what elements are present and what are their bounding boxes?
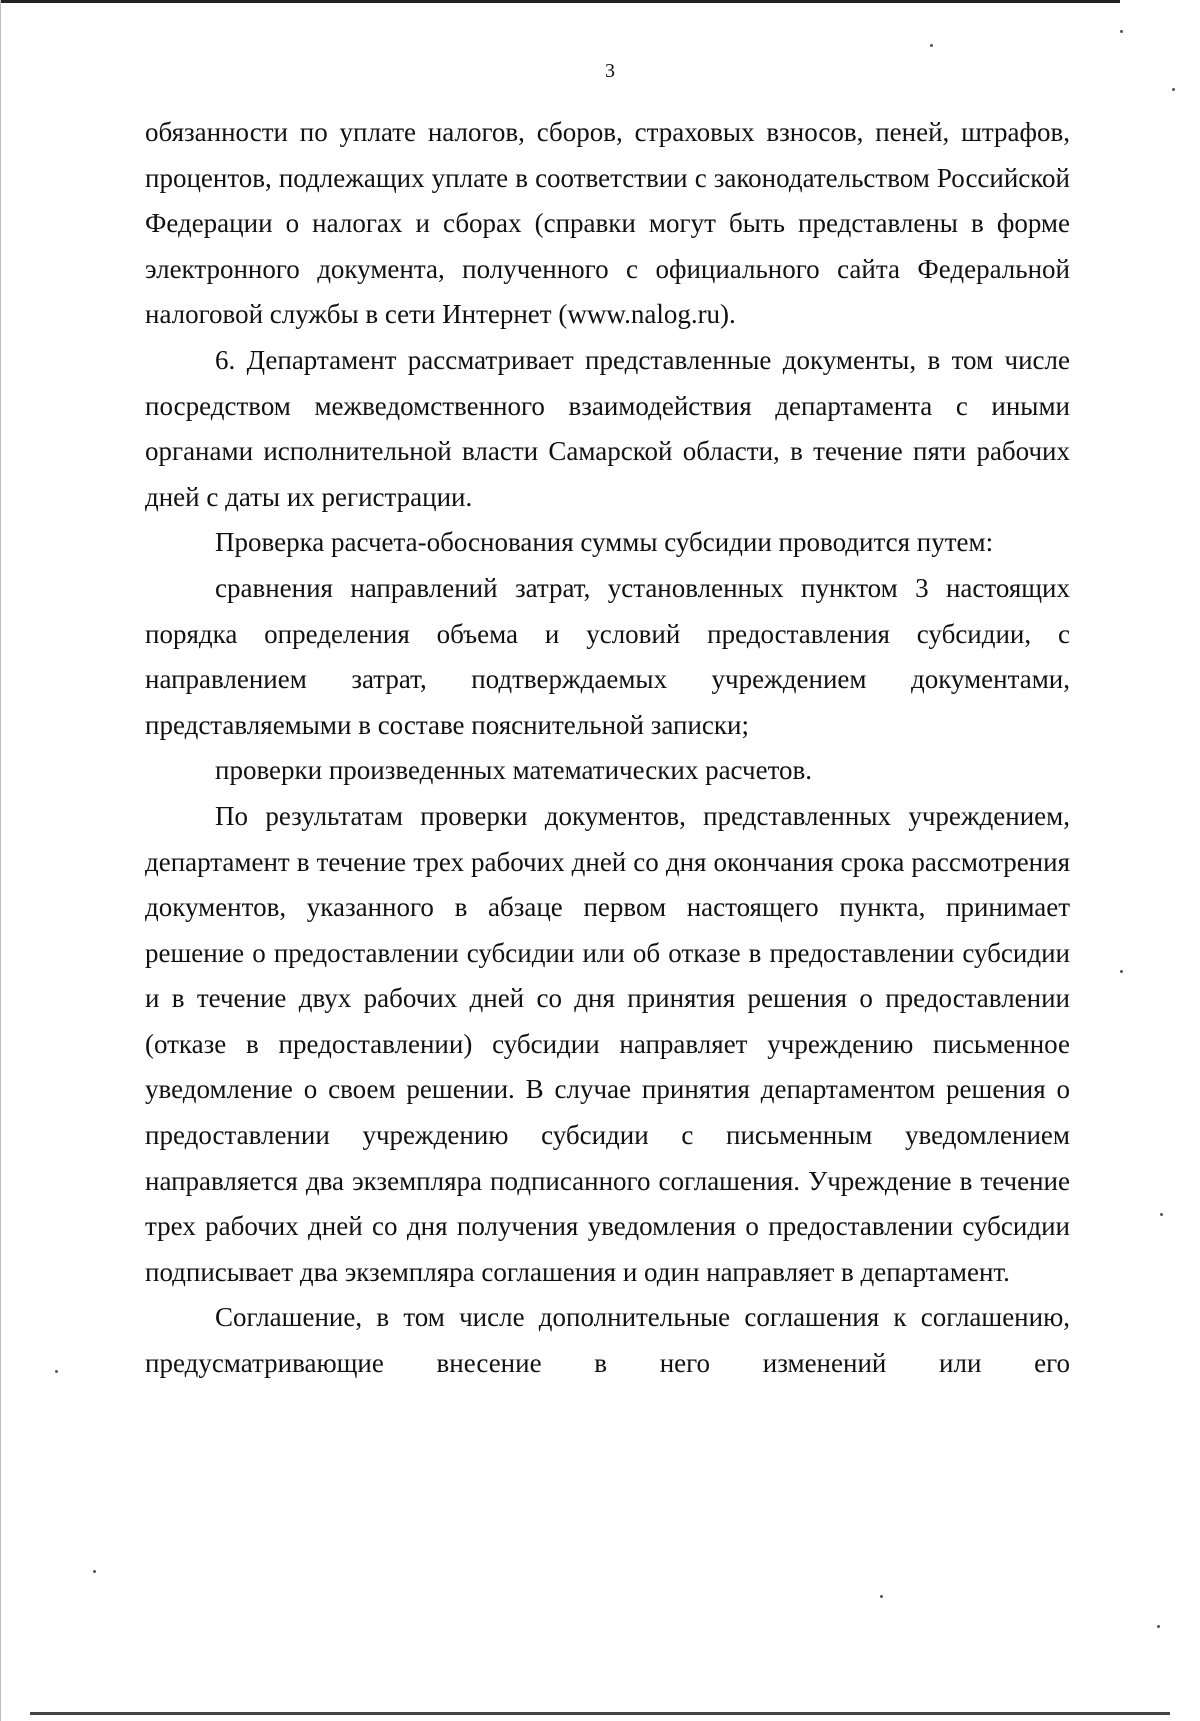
page-number: 3 bbox=[605, 60, 615, 82]
scan-speck bbox=[1120, 970, 1123, 973]
scan-speck bbox=[930, 44, 933, 47]
scan-speck bbox=[1120, 30, 1123, 33]
paragraph-math-check: проверки произведенных математических расчетов. bbox=[215, 755, 813, 786]
paragraph-verification-method: Проверка расчета-обоснования суммы субсидии проводится путем: bbox=[215, 527, 994, 558]
paragraph-agreement: Соглашение, в том числе дополнительные соглашения к соглашению, предусматривающие внесение в него изменений или его bbox=[145, 1302, 1070, 1379]
document-body bbox=[145, 110, 1070, 1387]
scan-edge-left bbox=[0, 0, 1, 1721]
paragraph-item-6: 6. Департамент рассматривает представленные документы, в том числе посредством межведомственного взаимодействия департамента с иными органами исполнительной власти Самарской области, в течение пяти рабочих дней с даты их регистрации. bbox=[145, 344, 1070, 512]
scan-edge-bottom bbox=[30, 1712, 1170, 1715]
scan-edge-top bbox=[0, 0, 1120, 3]
paragraph-tax-obligations: обязанности по уплате налогов, сборов, страховых взносов, пеней, штрафов, процентов, подлежащих уплате в соответствии с законодательством Российской Федерации о налогах и сборах (справки могут быть представлены в форме электронного документа, полученного с официального сайта Федеральной налоговой службы в сети Интернет (www.nalog.ru). bbox=[145, 117, 1070, 330]
scan-speck bbox=[1172, 88, 1175, 91]
scan-speck bbox=[55, 1370, 58, 1373]
scan-speck bbox=[880, 1595, 883, 1598]
paragraph-cost-comparison: сравнения направлений затрат, установленных пунктом 3 настоящих порядка определения объема и условий предоставления субсидии, с направлением затрат, подтверждаемых учреждением документами, представляемыми в составе пояснительной записки; bbox=[145, 572, 1070, 740]
scan-speck bbox=[93, 1570, 96, 1573]
paragraph-review-results: По результатам проверки документов, представленных учреждением, департамент в течение трех рабочих дней со дня окончания срока рассмотрения документов, указанного в абзаце первом настоящего пункта, принимает решение о предоставлении субсидии или об отказе в предоставлении субсидии и в течение двух рабочих дней со дня принятия решения о предоставлении (отказе в предоставлении) субсидии направляет учреждению письменное уведомление о своем решении. В случае принятия департаментом решения о предоставлении учреждению субсидии с письменным уведомлением направляется два экземпляра подписанного соглашения. Учреждение в течение трех рабочих дней со дня получения уведомления о предоставлении субсидии подписывает два экземпляра соглашения и один направляет в департамент. bbox=[145, 800, 1070, 1287]
scan-speck bbox=[1157, 1625, 1160, 1628]
scan-speck bbox=[1160, 1213, 1163, 1216]
